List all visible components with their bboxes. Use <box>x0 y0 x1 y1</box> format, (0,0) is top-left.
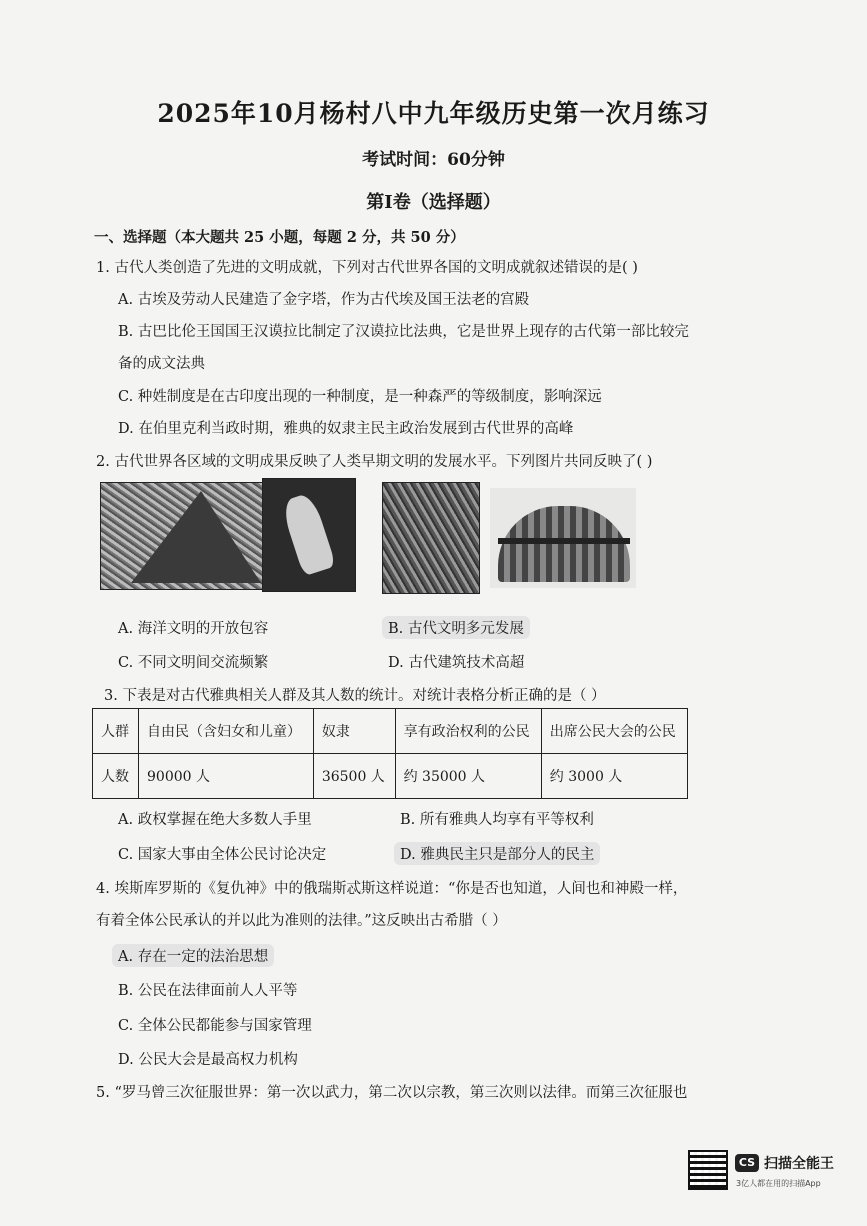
exam-title: 2025年10月杨村八中九年级历史第一次月练习 <box>157 99 710 128</box>
q1-option-b-continued: 备的成文法典 <box>118 356 205 372</box>
q3-option-c: C. 国家大事由全体公民讨论决定 <box>118 847 327 863</box>
q1-option-b: B. 古巴比伦王国国王汉谟拉比制定了汉谟拉比法典，它是世界上现存的古代第一部比较完 <box>118 324 689 340</box>
table-row <box>93 754 688 799</box>
discus-thrower-image <box>262 478 356 592</box>
table-cell: 出席公民大会的公民 <box>541 709 687 754</box>
q3-stem: 3. 下表是对古代雅典相关人群及其人数的统计。对统计表格分析正确的是（ ） <box>104 688 606 704</box>
table-cell: 享有政治权利的公民 <box>395 709 541 754</box>
table-cell: 90000 人 <box>139 754 314 799</box>
pyramid-image <box>100 482 264 590</box>
table-row <box>93 709 688 754</box>
table-cell: 人数 <box>93 754 139 799</box>
table-cell: 人群 <box>93 709 139 754</box>
table-cell: 约 3000 人 <box>541 754 687 799</box>
q2-stem: 2. 古代世界各区域的文明成果反映了人类早期文明的发展水平。下列图片共同反映了( ) <box>96 454 653 470</box>
q2-option-c: C. 不同文明间交流频繁 <box>118 655 269 671</box>
q4-option-b: B. 公民在法律面前人人平等 <box>118 983 298 999</box>
relief-image <box>382 482 480 594</box>
exam-time: 考试时间：60分钟 <box>362 150 505 170</box>
table-cell: 36500 人 <box>313 754 395 799</box>
q2-option-d: D. 古代建筑技术高超 <box>388 655 525 671</box>
section-heading: 一、选择题（本大题共 25 小题，每题 2 分，共 50 分） <box>94 229 465 246</box>
q3-option-a: A. 政权掌握在绝大多数人手里 <box>118 812 312 828</box>
camscanner-name: 扫描全能王 <box>764 1156 834 1172</box>
camscanner-logo: CS <box>735 1154 759 1172</box>
q4-stem-continued: 有着全体公民承认的并以此为准则的法律。”这反映出古希腊（ ） <box>96 913 507 929</box>
table-cell: 约 35000 人 <box>395 754 541 799</box>
q4-option-c: C. 全体公民都能参与国家管理 <box>118 1018 312 1034</box>
qr-code-icon <box>688 1150 728 1190</box>
q2-option-b: B. 古代文明多元发展 <box>382 616 530 639</box>
q3-option-b: B. 所有雅典人均享有平等权利 <box>400 812 594 828</box>
q4-option-a: A. 存在一定的法治思想 <box>112 944 274 967</box>
athens-population-table <box>92 708 688 799</box>
table-cell: 自由民（含妇女和儿童） <box>139 709 314 754</box>
q3-option-d: D. 雅典民主只是部分人的民主 <box>394 842 600 865</box>
volume-heading: 第Ⅰ卷（选择题） <box>366 192 501 213</box>
colosseum-image <box>490 488 636 588</box>
table-cell: 奴隶 <box>313 709 395 754</box>
q1-stem: 1. 古代人类创造了先进的文明成就，下列对古代世界各国的文明成就叙述错误的是( ) <box>96 260 638 276</box>
q4-option-d: D. 公民大会是最高权力机构 <box>118 1052 298 1068</box>
q1-option-d: D. 在伯里克利当政时期，雅典的奴隶主民主政治发展到古代世界的高峰 <box>118 421 574 437</box>
q2-option-a: A. 海洋文明的开放包容 <box>118 621 269 637</box>
q1-option-a: A. 古埃及劳动人民建造了金字塔，作为古代埃及国王法老的宫殿 <box>118 292 530 308</box>
camscanner-tagline: 3亿人都在用的扫描App <box>736 1179 821 1188</box>
q5-stem: 5. “罗马曾三次征服世界：第一次以武力，第二次以宗教，第三次则以法律。而第三次征服也 <box>96 1085 688 1101</box>
q4-stem: 4. 埃斯库罗斯的《复仇神》中的俄瑞斯忒斯这样说道：“你是否也知道，人间也和神殿一样， <box>96 881 688 897</box>
q1-option-c: C. 种姓制度是在古印度出现的一种制度，是一种森严的等级制度，影响深远 <box>118 389 602 405</box>
